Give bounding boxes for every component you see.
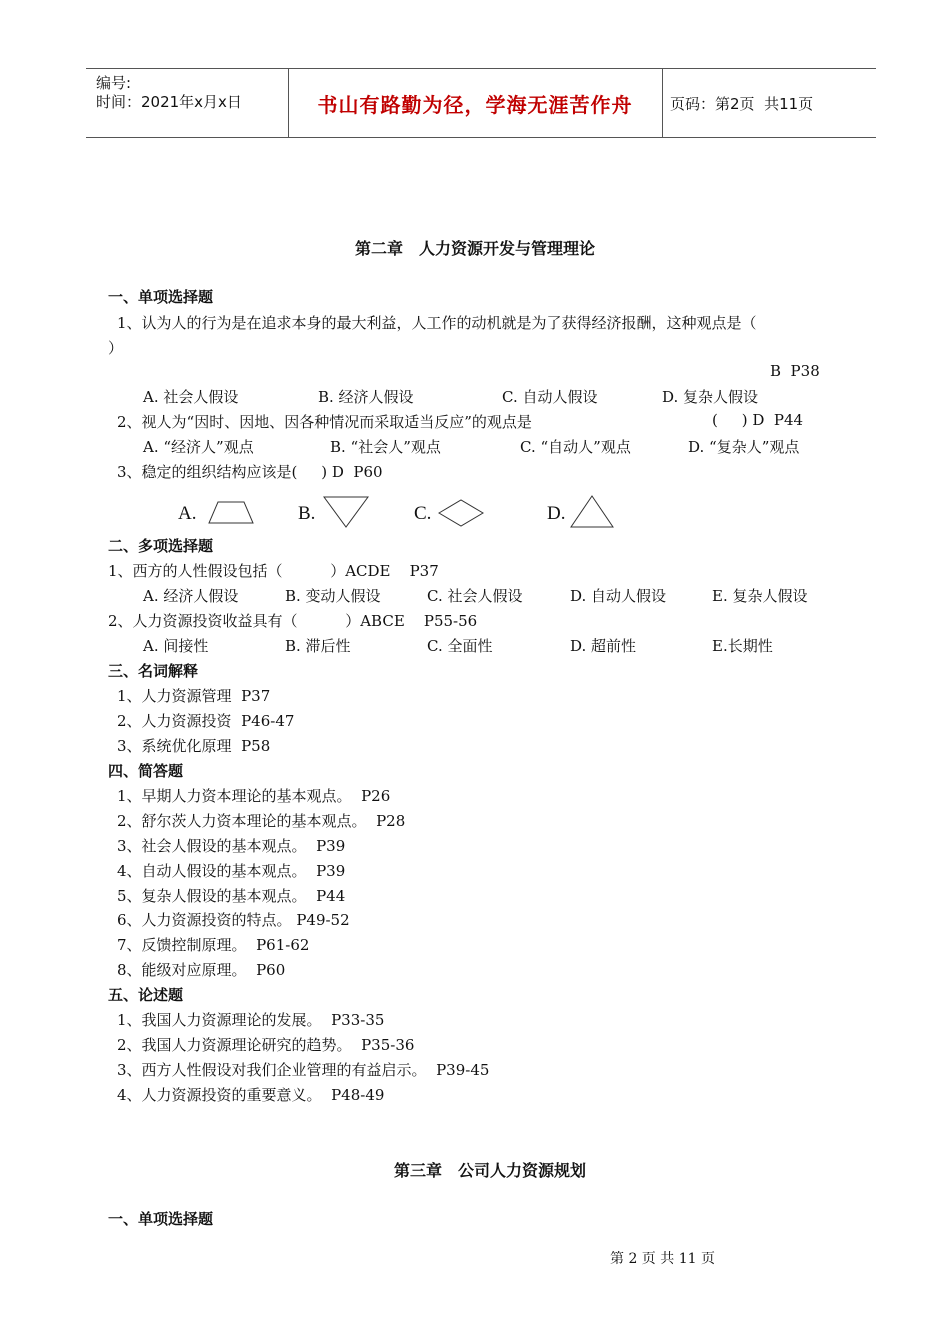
question-text: 1、认为人的行为是在追求本身的最大利益，人工作的动机就是为了获得经济报酬，这种观点是（	[117, 314, 757, 332]
option: A. “经济人”观点	[143, 438, 254, 456]
doc-code-label: 编号:	[96, 74, 132, 92]
header-motto: 书山有路勤为径，学海无涯苦作舟	[317, 93, 633, 117]
question-text: 2、人力资源投资收益具有（ ）ABCE P55-56	[108, 612, 478, 630]
option: C. “自动人”观点	[520, 438, 631, 456]
list-item: 3、西方人性假设对我们企业管理的有益启示。 P39-45	[117, 1061, 490, 1079]
list-item: 2、舒尔茨人力资本理论的基本观点。 P28	[117, 812, 406, 830]
section-heading: 一、单项选择题	[108, 288, 214, 306]
chapter-title: 第三章 公司人力资源规划	[393, 1161, 586, 1180]
option: D. 复杂人假设	[662, 388, 759, 406]
chapter-title: 第二章 人力资源开发与管理理论	[354, 239, 595, 258]
section-heading: 三、名词解释	[108, 662, 199, 680]
triangle-icon	[569, 494, 615, 530]
option: C.	[414, 503, 432, 524]
list-item: 1、我国人力资源理论的发展。 P33-35	[117, 1011, 385, 1029]
diamond-icon	[437, 498, 485, 528]
list-item: 2、人力资源投资 P46-47	[117, 712, 295, 730]
option: B. 经济人假设	[318, 388, 414, 406]
section-heading: 四、简答题	[108, 762, 184, 780]
list-item: 7、反馈控制原理。 P61-62	[117, 936, 310, 954]
list-item: 3、社会人假设的基本观点。 P39	[117, 837, 346, 855]
question-text: 2、视人为“因时、因地、因各种情况而采取适当反应”的观点是	[117, 413, 532, 431]
list-item: 5、复杂人假设的基本观点。 P44	[117, 887, 346, 905]
question-text: 1、西方的人性假设包括（ ）ACDE P37	[108, 562, 439, 580]
answer-ref: B P38	[770, 362, 820, 380]
list-item: 4、人力资源投资的重要意义。 P48-49	[117, 1086, 385, 1104]
option: B. 变动人假设	[285, 587, 381, 605]
option: C. 自动人假设	[502, 388, 598, 406]
option: C. 全面性	[427, 637, 493, 655]
list-item: 4、自动人假设的基本观点。 P39	[117, 862, 346, 880]
list-item: 2、我国人力资源理论研究的趋势。 P35-36	[117, 1036, 415, 1054]
option: E.长期性	[712, 637, 773, 655]
header-table	[86, 68, 876, 138]
option: D. 自动人假设	[570, 587, 667, 605]
option: E. 复杂人假设	[712, 587, 808, 605]
option: D.	[547, 503, 566, 524]
doc-time-label: 时间：2021年x月x日	[96, 93, 242, 111]
list-item: 1、早期人力资本理论的基本观点。 P26	[117, 787, 391, 805]
question-text: ）	[108, 339, 124, 357]
option: A.	[178, 503, 197, 524]
inverted-triangle-icon	[322, 495, 370, 529]
option: C. 社会人假设	[427, 587, 523, 605]
option: B. 滞后性	[285, 637, 351, 655]
list-item: 3、系统优化原理 P58	[117, 737, 271, 755]
option: A. 社会人假设	[143, 388, 239, 406]
list-item: 6、人力资源投资的特点。 P49-52	[117, 911, 350, 929]
option: A. 间接性	[143, 637, 209, 655]
header-divider	[662, 69, 663, 137]
trapezoid-icon	[206, 500, 256, 526]
section-heading: 二、多项选择题	[108, 537, 214, 555]
option: B. “社会人”观点	[330, 438, 441, 456]
list-item: 1、人力资源管理 P37	[117, 687, 271, 705]
answer-ref: ( ) D P44	[712, 411, 804, 429]
section-heading: 五、论述题	[108, 986, 184, 1004]
list-item: 8、能级对应原理。 P60	[117, 961, 286, 979]
option: D. 超前性	[570, 637, 637, 655]
option: A. 经济人假设	[143, 587, 239, 605]
option: D. “复杂人”观点	[688, 438, 800, 456]
question-text: 3、稳定的组织结构应该是( ) D P60	[117, 463, 383, 481]
page-footer: 第 2 页 共 11 页	[610, 1251, 715, 1267]
option: B.	[298, 503, 316, 524]
section-heading: 一、单项选择题	[108, 1210, 214, 1228]
page-indicator: 页码：第2页 共11页	[670, 95, 814, 113]
